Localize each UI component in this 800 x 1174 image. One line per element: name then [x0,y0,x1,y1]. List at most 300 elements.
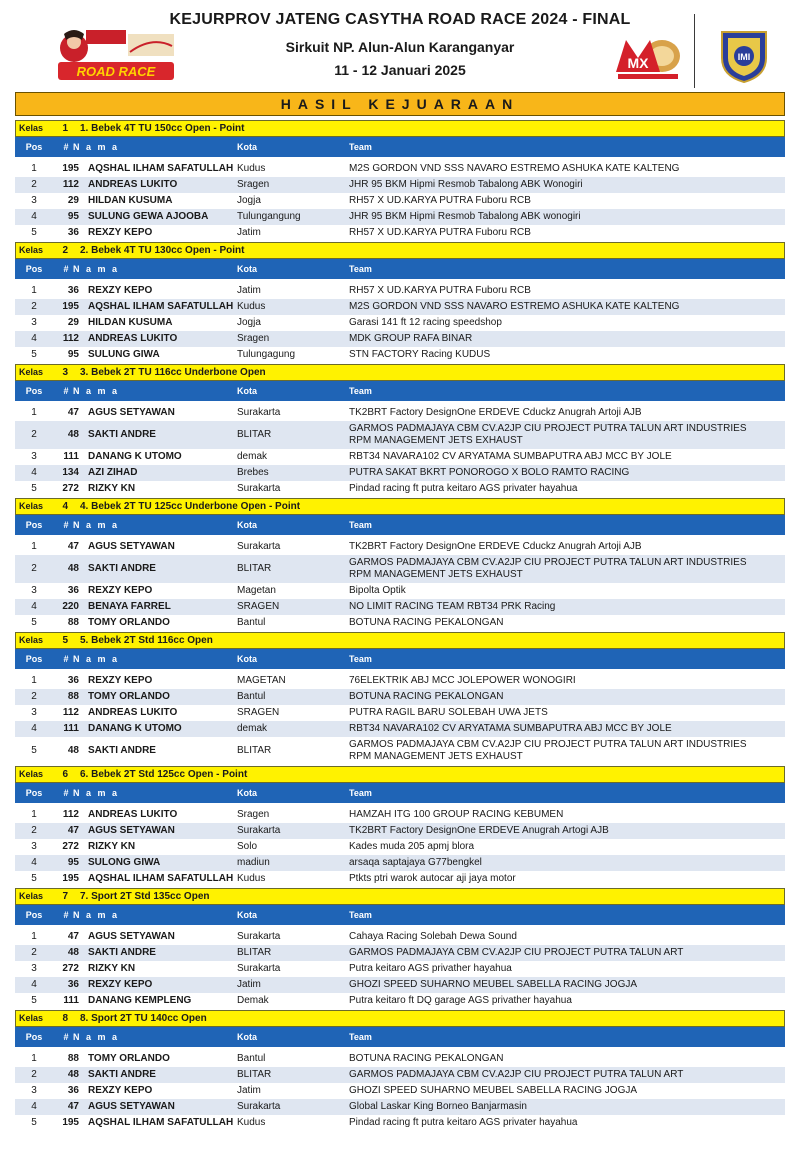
rider-team: PUTRA RAGIL BARU SOLEBAH UWA JETS [349,707,548,718]
rider-city: BLITAR [237,947,272,958]
rider-position: 4 [31,467,37,478]
column-header-team: Team [349,910,372,920]
column-header-city: Kota [237,520,257,530]
rider-city: BLITAR [237,745,272,756]
rider-name: REXZY KEPO [88,585,153,596]
rider-name: TOMY ORLANDO [88,1053,170,1064]
rider-position: 1 [31,809,37,820]
rider-number: 195 [62,163,79,174]
class-section [15,632,785,765]
column-header-number: # [63,264,69,274]
column-header-team: Team [349,520,372,530]
results-sections [15,120,785,1132]
rider-number: 36 [67,227,79,238]
rider-number: 47 [67,541,79,552]
rider-name: AGUS SETYAWAN [88,407,175,418]
rider-city: Surakarta [237,825,281,836]
column-header-name: N a m a [73,142,120,152]
table-row [15,225,785,241]
rider-position: 5 [31,1117,37,1128]
rider-number: 47 [67,407,79,418]
rider-position: 3 [31,317,37,328]
rider-name: SAKTI ANDRE [88,947,156,958]
rider-number: 88 [67,691,79,702]
class-label: Kelas [19,891,44,901]
column-header-pos: Pos [25,788,43,798]
table-row [15,299,785,315]
column-header-name: N a m a [73,386,120,396]
table-row [15,961,785,977]
rider-city: Surakarta [237,963,281,974]
column-header-name: N a m a [73,654,120,664]
rider-position: 3 [31,195,37,206]
rider-number: 95 [67,211,79,222]
column-header-team: Team [349,1032,372,1042]
rider-position: 3 [31,707,37,718]
rider-team: Bipolta Optik [349,585,406,596]
rider-position: 5 [31,483,37,494]
table-row [15,945,785,961]
table-row [15,689,785,705]
rider-name: HILDAN KUSUMA [88,195,173,206]
class-name: 8. Sport 2T TU 140cc Open [80,1013,207,1024]
column-header-pos: Pos [25,1032,43,1042]
table-header [15,381,785,401]
table-row [15,177,785,193]
rider-team: NO LIMIT RACING TEAM RBT34 PRK Racing [349,601,556,612]
rider-city: Jatim [237,979,261,990]
rider-position: 3 [31,585,37,596]
rider-city: Tulungagung [237,349,296,360]
table-row [15,465,785,481]
rider-number: 272 [62,483,79,494]
table-row [15,405,785,421]
rider-team: GHOZI SPEED SUHARNO MEUBEL SABELLA RACING JOGJA [349,1085,638,1096]
rider-team: TK2BRT Factory DesignOne ERDEVE Cduckz Anugrah Artoji AJB [349,541,642,552]
rider-team: Garasi 141 ft 12 racing speedshop [349,317,502,328]
rider-city: Sragen [237,809,270,820]
rider-number: 36 [67,585,79,596]
rider-position: 1 [31,163,37,174]
rider-number: 48 [67,563,79,574]
column-header-city: Kota [237,910,257,920]
column-header-number: # [63,654,69,664]
rider-position: 3 [31,451,37,462]
rider-name: AGUS SETYAWAN [88,825,175,836]
rider-name: SAKTI ANDRE [88,745,156,756]
class-section [15,498,785,631]
rider-number: 36 [67,675,79,686]
rider-position: 2 [31,1069,37,1080]
class-name: 1. Bebek 4T TU 150cc Open - Point [80,123,245,134]
column-header-number: # [63,520,69,530]
table-row [15,929,785,945]
rider-number: 48 [67,745,79,756]
rider-city: BLITAR [237,429,272,440]
rider-name: SULUNG GEWA AJOOBA [88,211,209,222]
rider-team: Global Laskar King Borneo Banjarmasin [349,1101,527,1112]
rider-position: 4 [31,333,37,344]
rider-team: STN FACTORY Racing KUDUS [349,349,491,360]
table-row [15,449,785,465]
rider-team: Kades muda 205 apmj blora [349,841,475,852]
class-label: Kelas [19,367,44,377]
rider-number: 36 [67,285,79,296]
table-row [15,599,785,615]
class-section [15,888,785,1009]
rider-number: 88 [67,1053,79,1064]
rider-name: REXZY KEPO [88,675,153,686]
rider-city: Sragen [237,333,270,344]
rider-number: 134 [62,467,79,478]
rider-team: PUTRA SAKAT BKRT PONOROGO X BOLO RAMTO RACING [349,467,630,478]
column-header-name: N a m a [73,910,120,920]
class-name: 3. Bebek 2T TU 116cc Underbone Open [80,367,266,378]
rider-position: 3 [31,1085,37,1096]
rider-city: Jatim [237,1085,261,1096]
association-shield-logo [718,28,770,84]
rider-city: Bantul [237,617,266,628]
rider-team: GARMOS PADMAJAYA CBM CV.A2JP CIU PROJECT PUTRA TALUN ART [349,947,684,958]
table-row [15,421,785,449]
rider-number: 112 [62,179,79,190]
column-header-number: # [63,142,69,152]
rider-city: Jatim [237,285,261,296]
rider-number: 112 [62,333,79,344]
rider-number: 111 [63,451,79,462]
rider-team: M2S GORDON VND SSS NAVARO ESTREMO ASHUKA KATE KALTENG [349,163,680,174]
rider-name: SULUNG GIWA [88,349,160,360]
rider-position: 4 [31,979,37,990]
rider-position: 2 [31,691,37,702]
rider-position: 2 [31,179,37,190]
rider-number: 111 [63,995,79,1006]
rider-position: 1 [31,675,37,686]
rider-position: 2 [31,429,37,440]
class-section [15,766,785,887]
table-row [15,161,785,177]
table-row [15,1115,785,1131]
header-divider [694,14,695,88]
shield-logo-text: IMI [737,52,751,62]
table-header [15,259,785,279]
column-header-pos: Pos [25,264,43,274]
table-row [15,1067,785,1083]
rider-team: arsaqa saptajaya G77bengkel [349,857,482,868]
class-header [15,242,785,259]
column-header-number: # [63,788,69,798]
mx-logo [612,32,686,82]
rider-name: AGUS SETYAWAN [88,541,175,552]
rider-city: Magetan [237,585,276,596]
rider-position: 5 [31,349,37,360]
rider-number: 95 [67,857,79,868]
class-header [15,1010,785,1027]
rider-position: 5 [31,227,37,238]
rider-number: 48 [67,947,79,958]
class-section [15,364,785,497]
table-row [15,1083,785,1099]
table-row [15,839,785,855]
class-label: Kelas [19,123,44,133]
rider-position: 1 [31,541,37,552]
rider-team: 76ELEKTRIK ABJ MCC JOLEPOWER WONOGIRI [349,675,576,686]
column-header-city: Kota [237,142,257,152]
table-row [15,481,785,497]
rider-city: demak [237,723,268,734]
rider-team: GARMOS PADMAJAYA CBM CV.A2JP CIU PROJECT PUTRA TALUN ART INDUSTRIES RPM MANAGEMENT JETS EXHAUST [349,557,747,580]
table-row [15,615,785,631]
rider-team: Cahaya Racing Solebah Dewa Sound [349,931,517,942]
rider-position: 4 [31,601,37,612]
rider-team: RH57 X UD.KARYA PUTRA Fuboru RCB [349,285,531,296]
rider-city: Jatim [237,227,261,238]
column-header-city: Kota [237,1032,257,1042]
rider-name: REXZY KEPO [88,285,153,296]
rider-team: Putra keitaro AGS privather hayahua [349,963,512,974]
column-header-team: Team [349,788,372,798]
rider-number: 272 [62,841,79,852]
rider-name: REXZY KEPO [88,979,153,990]
class-label: Kelas [19,1013,44,1023]
rider-number: 88 [67,617,79,628]
column-header-team: Team [349,386,372,396]
column-header-number: # [63,386,69,396]
rider-team: BOTUNA RACING PEKALONGAN [349,617,504,628]
rider-name: DANANG K UTOMO [88,451,182,462]
rider-position: 4 [31,211,37,222]
rider-team: GHOZI SPEED SUHARNO MEUBEL SABELLA RACING JOGJA [349,979,638,990]
rider-city: Jogja [237,317,261,328]
rider-team: RBT34 NAVARA102 CV ARYATAMA SUMBAPUTRA ABJ MCC BY JOLE [349,723,672,734]
rider-position: 2 [31,563,37,574]
table-row [15,871,785,887]
table-header [15,905,785,925]
rider-name: SULONG GIWA [88,857,161,868]
rider-position: 1 [31,931,37,942]
column-header-city: Kota [237,788,257,798]
rider-number: 111 [63,723,79,734]
rider-city: Sragen [237,179,270,190]
class-header [15,364,785,381]
rider-team: HAMZAH ITG 100 GROUP RACING KEBUMEN [349,809,564,820]
rider-city: Brebes [237,467,269,478]
class-name: 4. Bebek 2T TU 125cc Underbone Open - Point [80,501,301,512]
rider-name: SAKTI ANDRE [88,1069,156,1080]
rider-position: 1 [31,285,37,296]
road-race-logo-text: ROAD RACE [76,64,156,79]
rider-team: JHR 95 BKM Hipmi Resmob Tabalong ABK wonogiri [349,211,581,222]
column-header-name: N a m a [73,264,120,274]
column-header-city: Kota [237,386,257,396]
rider-name: AQSHAL ILHAM SAFATULLAH [88,163,234,174]
table-row [15,705,785,721]
table-row [15,977,785,993]
class-number: 8 [62,1013,68,1024]
class-number: 3 [62,367,68,378]
rider-name: AQSHAL ILHAM SAFATULLAH [88,301,234,312]
rider-city: Kudus [237,1117,266,1128]
table-row [15,209,785,225]
event-venue: Sirkuit NP. Alun-Alun Karanganyar [285,39,515,55]
rider-name: RIZKY KN [88,841,136,852]
table-row [15,583,785,599]
results-banner: HASIL KEJUARAAN [15,92,785,116]
table-header [15,137,785,157]
rider-name: ANDREAS LUKITO [88,707,178,718]
class-section [15,242,785,363]
column-header-pos: Pos [25,520,43,530]
table-row [15,807,785,823]
column-header-name: N a m a [73,788,120,798]
rider-city: Bantul [237,1053,266,1064]
column-header-team: Team [349,654,372,664]
rider-name: SAKTI ANDRE [88,563,156,574]
rider-position: 4 [31,857,37,868]
rider-name: TOMY ORLANDO [88,617,170,628]
rider-name: ANDREAS LUKITO [88,179,178,190]
table-row [15,555,785,583]
rider-city: Tulungangung [237,211,301,222]
class-header [15,498,785,515]
rider-team: BOTUNA RACING PEKALONGAN [349,691,504,702]
rider-city: Kudus [237,873,266,884]
rider-position: 1 [31,407,37,418]
class-number: 7 [62,891,68,902]
rider-city: Surakarta [237,407,281,418]
rider-number: 272 [62,963,79,974]
rider-team: RBT34 NAVARA102 CV ARYATAMA SUMBAPUTRA ABJ MCC BY JOLE [349,451,672,462]
rider-position: 2 [31,825,37,836]
rider-number: 95 [67,349,79,360]
column-header-name: N a m a [73,520,120,530]
rider-team: BOTUNA RACING PEKALONGAN [349,1053,504,1064]
class-name: 2. Bebek 4T TU 130cc Open - Point [80,245,245,256]
table-header [15,1027,785,1047]
table-row [15,823,785,839]
rider-position: 5 [31,873,37,884]
document-header [0,0,800,88]
rider-city: Surakarta [237,1101,281,1112]
rider-name: AQSHAL ILHAM SAFATULLAH [88,1117,234,1128]
rider-name: AGUS SETYAWAN [88,1101,175,1112]
column-header-team: Team [349,142,372,152]
rider-city: Solo [237,841,258,852]
rider-name: RIZKY KN [88,483,136,494]
column-header-number: # [63,910,69,920]
mx-logo-text: MX [627,55,649,71]
rider-position: 2 [31,301,37,312]
class-label: Kelas [19,769,44,779]
class-label: Kelas [19,245,44,255]
rider-number: 220 [62,601,79,612]
table-row [15,283,785,299]
rider-city: Kudus [237,163,266,174]
rider-team: MDK GROUP RAFA BINAR [349,333,473,344]
rider-number: 47 [67,1101,79,1112]
rider-city: Jogja [237,195,261,206]
rider-team: GARMOS PADMAJAYA CBM CV.A2JP CIU PROJECT PUTRA TALUN ART INDUSTRIES RPM MANAGEMENT JETS EXHAUST [349,423,747,446]
rider-city: Bantul [237,691,266,702]
column-header-number: # [63,1032,69,1042]
rider-team: Pindad racing ft putra keitaro AGS privater hayahua [349,1117,578,1128]
rider-position: 4 [31,1101,37,1112]
rider-name: AGUS SETYAWAN [88,931,175,942]
class-number: 4 [62,501,68,512]
class-header [15,632,785,649]
rider-city: SRAGEN [237,707,280,718]
table-row [15,347,785,363]
rider-name: DANANG KEMPLENG [88,995,192,1006]
table-row [15,193,785,209]
rider-city: Surakarta [237,483,281,494]
rider-team: TK2BRT Factory DesignOne ERDEVE Anugrah Artogi AJB [349,825,609,836]
rider-number: 36 [67,979,79,990]
rider-name: BENAYA FARREL [88,601,171,612]
rider-team: RH57 X UD.KARYA PUTRA Fuboru RCB [349,195,531,206]
rider-city: madiun [237,857,270,868]
column-header-pos: Pos [25,910,43,920]
rider-number: 195 [62,301,79,312]
rider-number: 112 [62,707,79,718]
rider-name: DANANG K UTOMO [88,723,182,734]
rider-city: Surakarta [237,931,281,942]
event-dates: 11 - 12 Januari 2025 [334,62,466,78]
rider-name: RIZKY KN [88,963,136,974]
rider-city: Demak [237,995,269,1006]
rider-name: AZI ZIHAD [88,467,138,478]
table-row [15,993,785,1009]
rider-number: 48 [67,429,79,440]
rider-number: 29 [67,317,79,328]
rider-position: 3 [31,841,37,852]
table-row [15,315,785,331]
rider-number: 195 [62,1117,79,1128]
column-header-city: Kota [237,654,257,664]
rider-position: 2 [31,947,37,958]
rider-number: 47 [67,825,79,836]
rider-city: Surakarta [237,541,281,552]
class-name: 6. Bebek 2T Std 125cc Open - Point [80,769,248,780]
rider-position: 3 [31,963,37,974]
rider-team: TK2BRT Factory DesignOne ERDEVE Cduckz Anugrah Artoji AJB [349,407,642,418]
class-number: 5 [62,635,68,646]
class-label: Kelas [19,635,44,645]
class-name: 7. Sport 2T Std 135cc Open [80,891,210,902]
rider-city: SRAGEN [237,601,280,612]
rider-name: HILDAN KUSUMA [88,317,173,328]
rider-position: 1 [31,1053,37,1064]
rider-name: TOMY ORLANDO [88,691,170,702]
column-header-name: N a m a [73,1032,120,1042]
rider-city: Kudus [237,301,266,312]
table-header [15,515,785,535]
class-section [15,120,785,241]
table-row [15,331,785,347]
rider-city: MAGETAN [237,675,286,686]
class-name: 5. Bebek 2T Std 116cc Open [80,635,213,646]
column-header-pos: Pos [25,654,43,664]
table-row [15,721,785,737]
rider-team: Ptkts ptri warok autocar aji jaya motor [349,873,516,884]
table-row [15,1051,785,1067]
rider-position: 4 [31,723,37,734]
rider-team: GARMOS PADMAJAYA CBM CV.A2JP CIU PROJECT PUTRA TALUN ART [349,1069,684,1080]
event-title: KEJURPROV JATENG CASYTHA ROAD RACE 2024 - FINAL [169,11,631,28]
table-row [15,539,785,555]
rider-number: 47 [67,931,79,942]
rider-team: M2S GORDON VND SSS NAVARO ESTREMO ASHUKA KATE KALTENG [349,301,680,312]
